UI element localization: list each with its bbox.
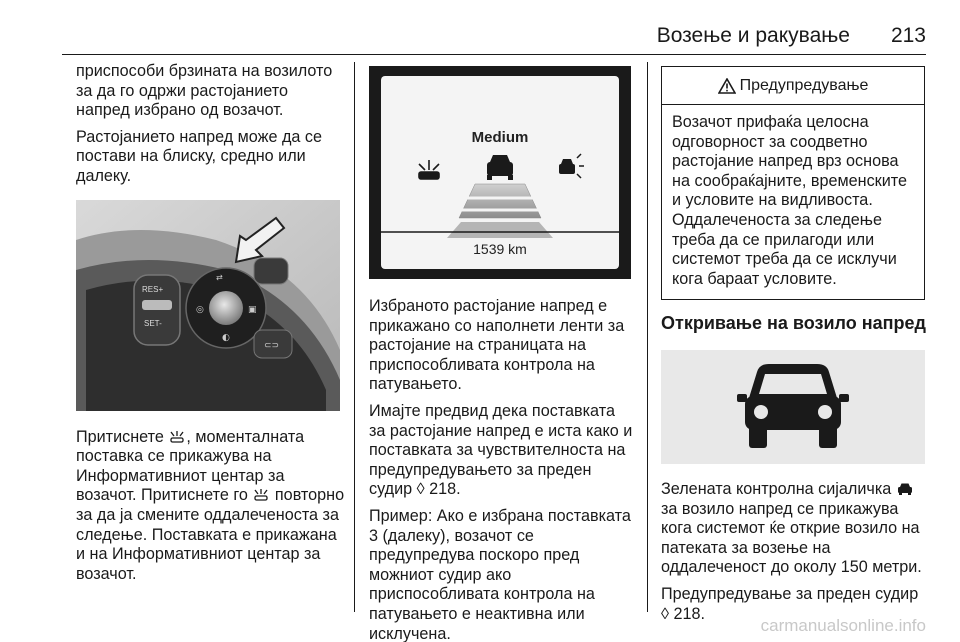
distance-button-icon [168,430,186,444]
distance-button-icon [252,488,270,502]
column-middle [369,62,635,642]
svg-text:⊂⊃: ⊂⊃ [264,340,280,351]
column-divider [354,62,355,612]
display-mode: Medium [471,129,529,146]
svg-text:◐: ◐ [222,332,230,343]
driver-info-display [369,66,631,279]
header-title: Возење и ракување [656,24,850,47]
warning-header [662,67,924,105]
paragraph: Имајте предвид дека поставката за растојание напред е иста како и поставката за чувствителноста на предупредувањето за преден судир ◊ 218. [369,401,633,499]
column-divider [647,62,648,612]
column-right [661,62,927,631]
section-heading: Откривање на возило напред [661,313,926,334]
warning-title: Предупредување [739,76,869,94]
page-header [0,0,960,60]
paragraph: Пример: Ако е избрана поставката 3 (далеку), возачот се предупредува поскоро пред можниот судир ако приспособливата контрола на патувањето е неактивна или исклучена. [369,506,631,642]
res-label: RES+ [142,284,164,294]
vehicle-ahead-icon [896,482,914,496]
paragraph: приспособи брзината на возилото за да го одржи растојанието напред избрано од возачот. [76,62,333,120]
warning-triangle-icon [718,78,736,94]
page-ref-icon: ◊ [661,604,669,623]
paragraph: Избраното растојание напред е прикажано со наполнети ленти за растојание на страницата на приспособливата контрола на патувањето. [369,297,625,394]
watermark: carmanualsonline.info [760,616,926,635]
warning-text: Возачот прифаќа целосна одговорност за соодветно растојание напред врз основа на сообраќајните, временските и условите на видливоста. Оддалеченоста за следење треба да се прилагоди или системот треба да се исклучи кога бараат условите. [672,113,908,288]
page-reference[interactable]: 218. [429,480,461,499]
paragraph: Растојанието напред може да се постави на блиску, средно или далеку. [76,127,322,185]
page-number: 213 [890,24,926,47]
page-ref-icon: ◊ [416,480,425,499]
header-rule [62,54,926,55]
page-reference[interactable]: 218. [673,604,706,623]
display-distance: 1539 km [473,241,527,257]
vehicle-ahead-indicator-illustration [661,350,925,464]
paragraph: Притиснете , моменталната поставка се прикажува на Информативниот центар за возачот. Притиснете го повторно за да ја смените оддалеченоста за следење. Поставката е прикажана и на Информативниот центар за возачот. [76,427,345,583]
warning-box [661,66,925,300]
svg-text:◎: ◎ [196,304,204,315]
steering-wheel-photo [76,200,340,411]
column-left [76,62,346,591]
paragraph: Предупредување за преден судир ◊ 218. [661,584,919,623]
svg-text:▣: ▣ [248,304,257,315]
set-label: SET- [144,318,162,328]
paragraph: Зелената контролна сијаличка за возило напред се прикажува кога системот ќе открие возило на патеката за возење на оддалеченост до околу 150 метри. [661,479,922,577]
svg-text:⇄: ⇄ [216,272,223,282]
